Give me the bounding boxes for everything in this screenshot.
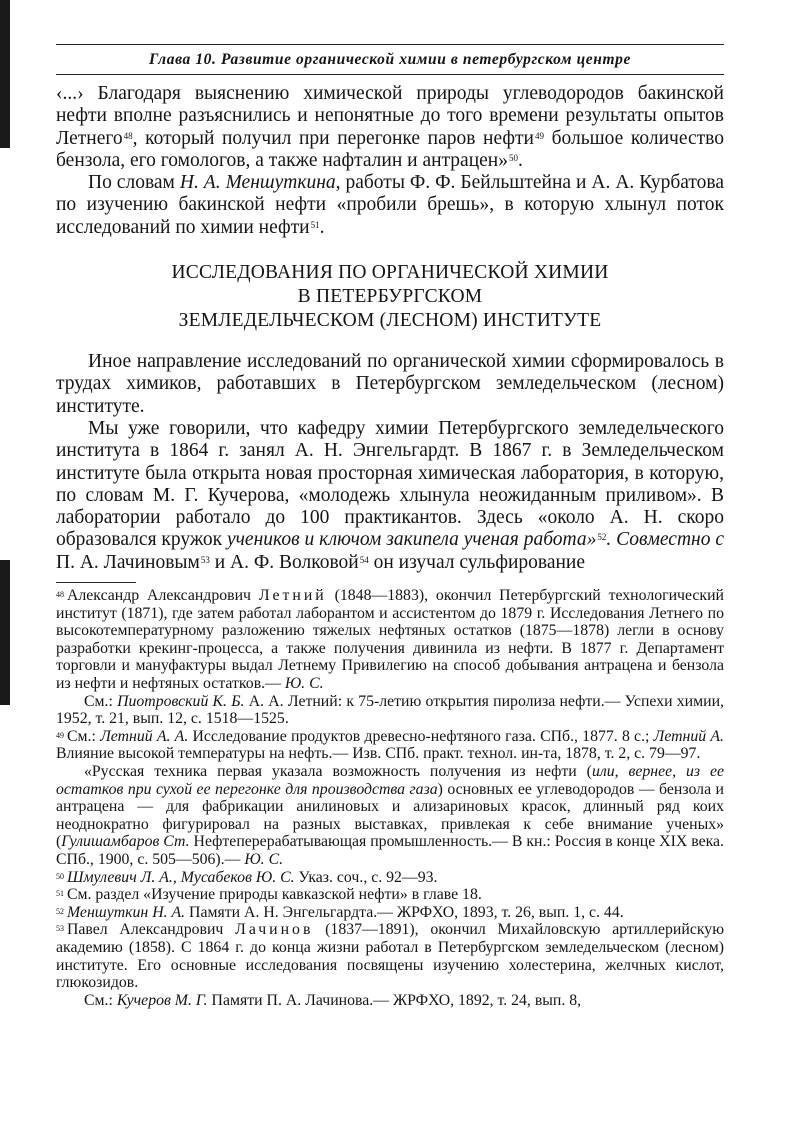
footnote-ref[interactable]: 49 xyxy=(534,130,544,141)
footnote-text: Исследование продуктов древесно-нефтяного газа. СПб., 1877. 8 с.; xyxy=(188,727,654,745)
footnote-author: Летний А. А. xyxy=(100,727,189,745)
footnote-author: Шмулевич Л. А., Мусабеков Ю. С. xyxy=(67,868,295,886)
section-heading-line: В ПЕТЕРБУРГСКОМ xyxy=(297,286,483,308)
footnote-text: См.: xyxy=(84,692,118,710)
intro-text: . xyxy=(518,149,523,171)
footnote-number: 52 xyxy=(56,906,64,916)
footnote-ref[interactable]: 50 xyxy=(509,152,518,163)
section-text: Мы уже говорили, что кафедру химии Петербургского земледельческого института в 1864 г. занял А. Н. Энгельгардт. В 1867 г. в Земледельческом институте была открыта новая просторная химическая лаборатория, в которую, по словам М. Г. Кучерова, «молодежь хлынула неожиданным приливом». В лаборатории работало до 100 практикантов. Здесь «около А. Н. скоро образовался кружок xyxy=(56,417,724,551)
footnote-52 xyxy=(56,904,724,922)
footnote-text: (1848—1883), окончил Петербургский технологический институт (1871), где затем работал лаборантом и ассистентом до 1879 г. Исследования Летнего по высокотемпературному разложению тяжелых нефтяных остатков (1875—1878) легли в основу разработки крекинг-процесса, а также получения дивинила из нефти. В 1877 г. Департамент торговли и мануфактуры выдал Летнему Привилегию на способ добывания антрацена и бензола из нефти и нефтяных остатков.— xyxy=(56,587,724,693)
book-page xyxy=(56,44,724,1009)
section-text: П. А. Лачиновым xyxy=(56,551,200,573)
footnote-53 xyxy=(56,921,724,991)
footnotes xyxy=(56,587,724,1009)
footnote-author: Кучеров М. Г. xyxy=(116,991,208,1009)
intro-text: По словам xyxy=(88,172,180,194)
section-heading xyxy=(56,261,724,333)
footnote-49 xyxy=(56,728,724,763)
intro-italic-name: Н. А. Меншуткина xyxy=(179,172,336,194)
footnote-signature: Ю. С. xyxy=(244,850,284,868)
footnote-text: Влияние высокой температуры на нефть.— Изв. СПб. практ. технол. ин-та, 1878, т. 2, с. 79—97. xyxy=(56,745,701,763)
footnote-author: Гулишамбаров Ст. xyxy=(61,833,190,851)
footnote-ref[interactable]: 52 xyxy=(597,532,607,543)
footnote-number: 48 xyxy=(56,590,64,600)
footnote-51 xyxy=(56,886,724,904)
intro-text: большое количество бензола, его гомологов, а также нафталин и антрацен» xyxy=(56,127,724,171)
intro-text: . xyxy=(319,216,325,238)
intro-paragraph-1 xyxy=(56,83,724,172)
footnote-divider xyxy=(56,582,136,583)
footnote-number: 49 xyxy=(56,730,64,740)
section-italic-text: . Совместно с xyxy=(606,529,724,551)
intro-paragraph-2 xyxy=(56,172,724,239)
section-text: и А. Ф. Волковой xyxy=(209,551,359,573)
section-heading-line: ИССЛЕДОВАНИЯ ПО ОРГАНИЧЕСКОЙ ХИМИИ xyxy=(171,262,609,284)
footnote-48 xyxy=(56,587,724,693)
section-text: он изучал сульфирование xyxy=(368,551,586,573)
footnote-50 xyxy=(56,869,724,887)
footnote-signature: Ю. С. xyxy=(284,675,324,693)
footnote-ref[interactable]: 54 xyxy=(359,554,369,565)
section-italic-quote: учеников и ключом закипела ученая работа» xyxy=(226,529,597,551)
footnote-italic-text: или, вернее, из ее остатков при сухой ее перегонке для производства газа xyxy=(56,762,724,798)
intro-text: , который получил при перегонке паров нефти xyxy=(132,127,534,149)
footnote-ref[interactable]: 53 xyxy=(200,554,210,565)
footnote-spaced-name: Лачинов xyxy=(235,921,314,939)
intro-text: ‹...› Благодаря выяснению химической природы углеводородов бакинской нефти вполне разъяснились и непонятные до того времени результаты опытов Летнего xyxy=(56,83,724,149)
scan-edge-shadow-middle xyxy=(0,560,10,705)
footnote-text: «Русская техника первая указала возможность получения из нефти ( xyxy=(84,762,592,780)
footnote-spaced-name: Летний xyxy=(258,587,327,605)
footnote-ref[interactable]: 48 xyxy=(123,130,133,141)
footnote-text: Александр Александрович xyxy=(67,587,259,605)
footnote-text: Нефтеперерабатывающая промышленность.— В кн.: Россия в конце XIX века. СПб., 1900, с. 505—506).— xyxy=(56,833,724,868)
scan-edge-shadow-top xyxy=(0,0,10,148)
footnote-text: (1837—1891), окончил Михайловскую артиллерийскую академию (1858). С 1864 г. до конца жизни работал в Петербургском земледельческом (лесном) институте. Его основные исследования посвящены изучению холестерина, желчных кислот, глюкозидов. xyxy=(56,921,724,992)
footnote-author: Пиотровский К. Б. xyxy=(117,692,245,710)
footnote-text: См.: xyxy=(67,727,101,745)
footnote-text: См.: xyxy=(84,991,117,1009)
running-head: Глава 10. Развитие органической химии в петербургском центре xyxy=(56,44,724,75)
footnote-ref[interactable]: 51 xyxy=(310,219,320,230)
footnote-number: 53 xyxy=(56,924,64,934)
footnote-text: Указ. соч., с. 92—93. xyxy=(294,868,438,886)
footnote-text: См. раздел «Изучение природы кавказской нефти» в главе 18. xyxy=(67,886,482,904)
footnote-author: Летний А. xyxy=(653,727,725,745)
section-heading-line: ЗЕМЛЕДЕЛЬЧЕСКОМ (ЛЕСНОМ) ИНСТИТУТЕ xyxy=(178,310,602,332)
footnote-number: 51 xyxy=(56,889,64,899)
footnote-author: Меншуткин Н. А. xyxy=(67,903,186,921)
footnote-text: ) основных ее углеводородов — бензола и антрацена — для фабрикации анилиновых и ализариновых красок, длинный ряд коих неоднократно фигурировал на разных выставках, привлекая к себе внимание ученых» ( xyxy=(56,780,724,851)
footnote-48-see-also xyxy=(56,693,724,728)
footnote-53-see-also xyxy=(56,992,724,1010)
footnote-49-quote xyxy=(56,763,724,869)
footnote-text: Павел Александрович xyxy=(67,921,236,939)
footnote-number: 50 xyxy=(56,871,64,881)
footnote-text: А. А. Летний: к 75-летию открытия пиролиза нефти.— Успехи химии, 1952, т. 21, вып. 12, с. 1518—1525. xyxy=(56,692,724,728)
section-paragraph-1: Иное направление исследований по органической химии сформировалось в трудах химиков, работавших в Петербургском земледельческом (лесном) институте. xyxy=(56,351,724,417)
footnote-text: Памяти П. А. Лачинова.— ЖРФХО, 1892, т. 24, вып. 8, xyxy=(207,991,582,1009)
intro-text: , работы Ф. Ф. Бейльштейна и А. А. Курбатова по изучению бакинской нефти «пробили брешь», в которую хлынул поток исследований по химии нефти xyxy=(56,172,725,238)
section-paragraph-2 xyxy=(56,418,724,574)
footnote-text: Памяти А. Н. Энгельгардта.— ЖРФХО, 1893, т. 26, вып. 1, с. 44. xyxy=(185,903,624,921)
